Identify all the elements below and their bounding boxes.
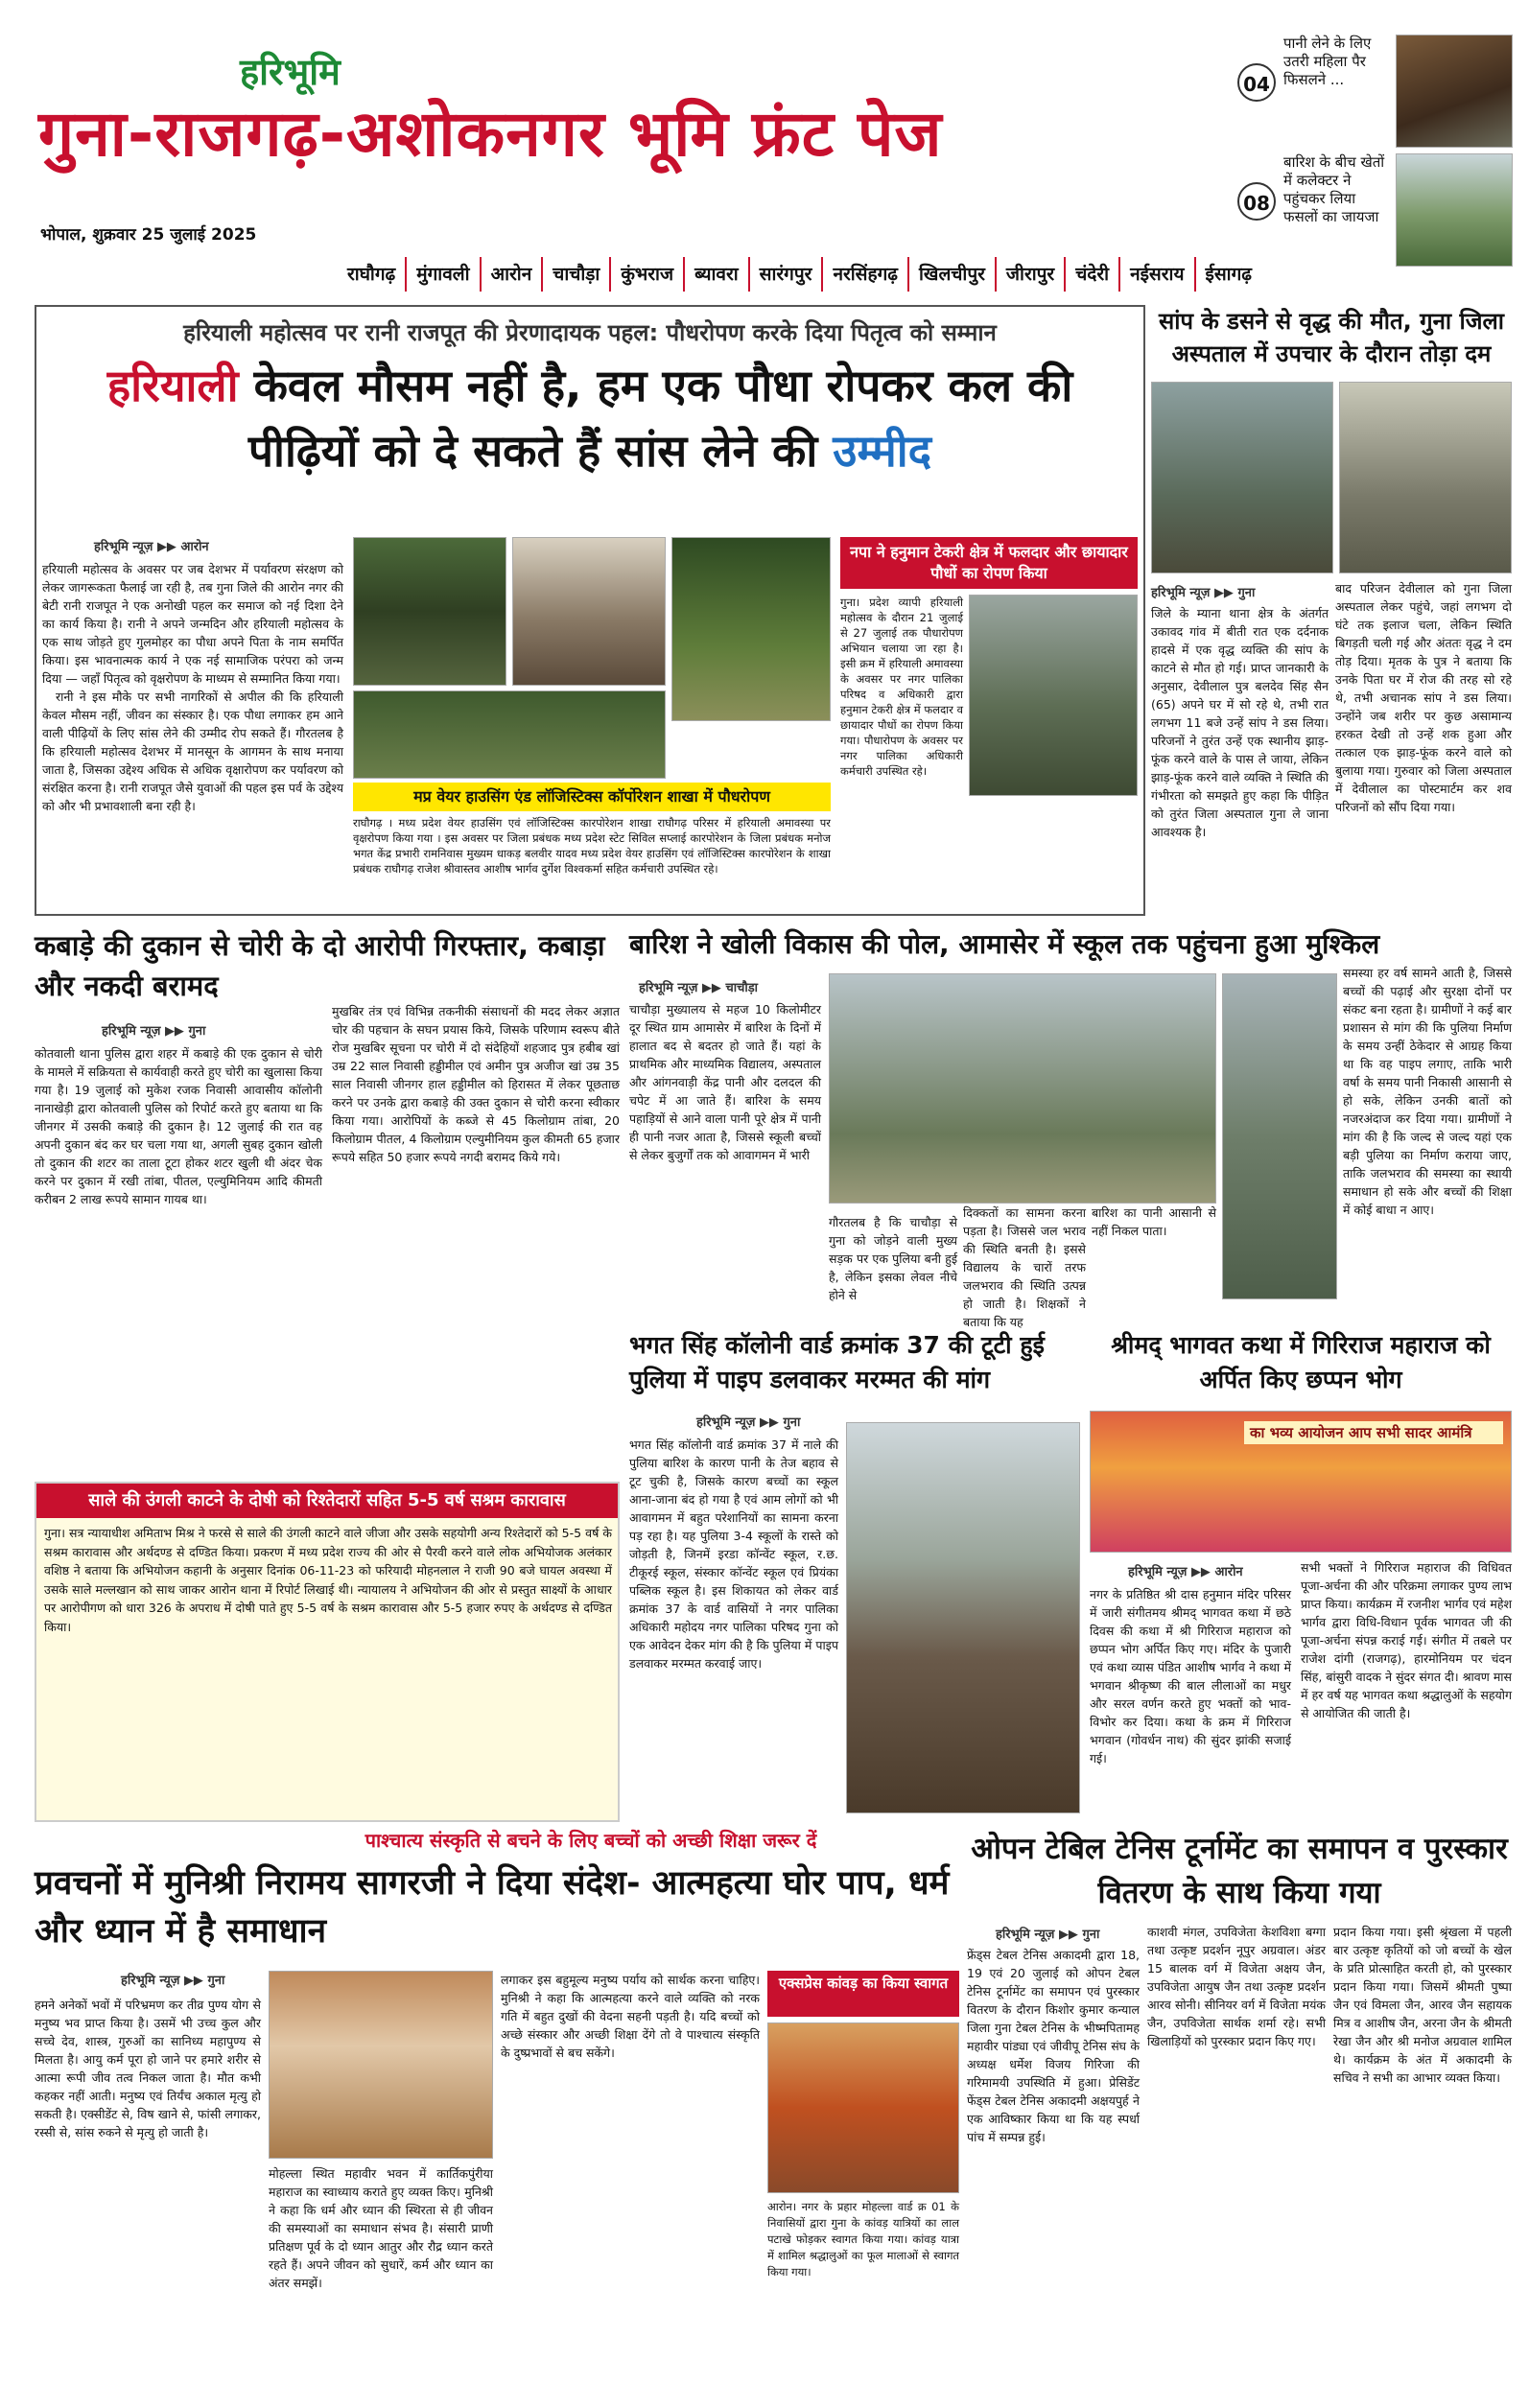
bhagwat-body-left: नगर के प्रतिष्ठित श्री दास हनुमान मंदिर परिसर में जारी संगीतमय श्रीमद् भागवत कथा में छठे दिवस की कथा में श्री गिरिराज महाराज को छप्पन भोग अर्पित किए गए। मंदिर के पुजारी एवं कथा व्यास पंडित आशीष भार्गव ने कथा में भगवान श्रीकृष्ण की बाल लीलाओं का मधुर और सरल वर्णन करते हुए भक्तों को भाव-विभोर कर दिया। कथा के क्रम में गिरिराज भगवान (गोवर्धन नाथ) की सुंदर झांकी सजाई गई। [1090, 1587, 1291, 1765]
snake-photo-1 [1151, 382, 1333, 573]
plantation-photo-1 [353, 537, 506, 686]
bhagwat-body-right: सभी भक्तों ने गिरिराज महाराज की विधिवत पूजा-अर्चना की और परिक्रमा लगाकर पुण्य लाभ प्राप्त किया। कार्यक्रम में रजनीश भार्गव एवं महेश भार्गव द्वारा विधि-विधान पूर्वक भागवत जी की पूजा-अर्चना संपन्न कराई गई। संगीत में तबले पर राजेश दांगी (राजगढ़), हारमोनियम पर चंदन सिंह, बांसुरी वादक ने सुंदर संगत दी। श्रावण मास में हर वर्ष यह भागवत कथा श्रद्धालुओं के सहयोग से आयोजित की जाती है। [1301, 1560, 1512, 1720]
byline: हरिभूमि न्यूज़ ▶▶ गुना [996, 1928, 1100, 1942]
rain-story [629, 925, 1512, 1376]
side-headline: नपा ने हनुमान टेकरी क्षेत्र में फलदार और छायादार पौधों का रोपण किया [840, 537, 1138, 589]
lead-story [35, 305, 1145, 916]
culvert-story [629, 1328, 1080, 1822]
snake-body-left: जिले के म्याना थाना क्षेत्र के अंतर्गत उकावद गांव में बीती रात एक दर्दनाक हादसे में एक वृद्ध व्यक्ति की सांप के काटने से मौत हो गई। प्राप्त जानकारी के अनुसार, देवीलाल पुत्र बलदेव सिंह सैन (65) अपने घर में सो रहे थे, तभी रात लगभग 11 बजे उन्हें सांप ने डस लिया। परिजनों ने तुरंत उन्हें एक स्थानीय झाड़-फूंक करने वाले के पास ले जाया, लेकिन झाड़-फूंक करने वाले व्यक्ति ने स्थिति की गंभीरता को समझते हुए कहा कि पीड़ित को तुरंत जिला अस्पताल गुना ले जाना आवश्यक है। [1151, 606, 1329, 839]
sermon-body-1: हमने अनेकों भवों में परिभ्रमण कर तीव्र पुण्य योग से मनुष्य भव प्राप्त किया है। उसमें भी उच्च कुल और सच्चे देव, शास्त्र, गुरुओं का सानिध्य महापुण्य से मिलता है। आयु कर्म पूरा हो जाने पर हमारे शरीर से आत्मा रूपी जीव तत्व निकल जाता है। मौत कभी कहकर नहीं आती। मनुष्य एवं तिर्यंच अकाल मृत्यु हो सकती है। एक्सीडेंट से, विष खाने से, फांसी लगाकर, रस्सी से, सांस रुकने से मृत्यु हो जाती है। [35, 1998, 261, 2139]
city-item[interactable]: नरसिंहगढ़ [823, 257, 909, 292]
tt-story [967, 1827, 1512, 2393]
kanwad-photo [767, 2022, 959, 2193]
rain-headline: बारिश ने खोली विकास की पोल, आमासेर में स्कूल तक पहुंचना हुआ मुश्किल [629, 928, 1380, 960]
brand-name: हरिभूमि [240, 50, 341, 93]
scrap-body-left: कोतवाली थाना पुलिस द्वारा शहर में कबाड़े की एक दुकान से चोरी के मामले में सक्रियता से कार्यवाही करते हुए चोरी का खुलासा किया गया है। 19 जुलाई को मुकेश रजक निवासी आवासीय कॉलोनी नानाखेड़ी द्वारा कोतवाली पुलिस को रिपोर्ट करते हुए बताया था कि जीनगर में उसकी कबाड़े की दुकान है। 12 जुलाई की रात वह अपनी दुकान बंद कर घर चला गया था, अगली सुबह दुकान खोली तो दुकान की शटर का ताला टूटा होकर शटर खुली थी अंदर चेक करने पर दुकान में रखी तांबा, पीतल, एल्युमिनियम आदि कीमती करीबन 2 लाख रूपये सामान गायब था। [35, 1046, 322, 1206]
culvert-body: भगत सिंह कॉलोनी वार्ड क्रमांक 37 में नाले की पुलिया बारिश के कारण पानी के तेज बहाव से टूट चुकी है, जिसके कारण बच्चों का स्कूल आना-जाना बंद हो गया है एवं आम लोगों को भी आवागमन में बहुत परेशानियों का सामना करना पड़ रहा है। यह पुलिया 3-4 स्कूलों के रास्ते को जोड़ती है, जिनमें इरडा कॉन्वेंट स्कूल, र.छ. टीकूरई स्कूल, संस्कार कॉन्वेंट स्कूल एवं प्रियंका पब्लिक स्कूल है। इस शिकायत को लेकर वार्ड क्रमांक 37 के वार्ड वासियों ने नगर पालिका अधिकारी महोदय नगर पालिका परिषद गुना को एक आवेदन देकर मांग की है कि पुलिया में पाइप डलवाकर मरम्मत करवाई जाए। [629, 1438, 838, 1671]
rain-body-2: गौरतलब है कि चाचौड़ा से गुना को जोड़ने वाली मुख्य सड़क पर एक पुलिया बनी हुई है, लेकिन इसका लेवल नीचे होने से [829, 1215, 957, 1302]
muni-photo [269, 1971, 493, 2159]
byline: हरिभूमि न्यूज़ ▶▶ चाचौड़ा [639, 981, 759, 995]
byline: हरिभूमि न्यूज़ ▶▶ गुना [121, 1974, 225, 1988]
byline: हरिभूमि न्यूज़ ▶▶ गुना [1151, 586, 1256, 600]
dateline: भोपाल, शुक्रवार 25 जुलाई 2025 [40, 225, 257, 245]
snake-headline: सांप के डसने से वृद्ध की मौत, गुना जिला अस्पताल में उपचार के दौरान तोड़ा दम [1158, 308, 1505, 367]
tt-body-1: फ्रेंड्स टेबल टेनिस अकादमी द्वारा 18, 19 एवं 20 जुलाई को ओपन टेबल टेनिस टूर्नामेंट का समापन एवं पुरस्कार वितरण के दौरान किशोर कुमार कन्याल जिला गुना टेबल टेनिस के भीष्मपितामह महावीर पांड्या एवं जीवीपू टेनिस संघ के अध्यक्ष धर्मेश विजय गिरिजा की गरिमामयी उपस्थिति में हुआ। प्रेसिडेंट फेंड्स टेबल टेनिस अकादमी अक्षयपुर्ह ने एक आविष्कार किया था कि यह स्पर्धा पांच में सम्पन्न हुई। [967, 1948, 1140, 2144]
snake-story [1151, 305, 1512, 916]
city-item[interactable]: कुंभराज [611, 257, 685, 292]
sermon-kicker: पाश्चात्य संस्कृति से बचने के लिए बच्चों को अच्छी शिक्षा जरूर दें [365, 1829, 817, 1852]
culvert-photo [846, 1422, 1080, 1813]
court-body: गुना। सत्र न्यायाधीश अमिताभ मिश्र ने फरसे से साले की उंगली काटने वाले जीजा और उसके सहयोगी अन्य रिश्तेदारों को 5-5 वर्ष के सश्रम कारावास और अर्थदण्ड से दण्डित किया। प्रकरण में मध्य प्रदेश राज्य की ओर से पैरवी करने वाले लोक अभियोजक अलंकार वशिष्ठ ने बताया कि अभियोजन कहानी के अनुसार दिनांक 06-11-23 को फरियादी मोहनलाल ने राजी 90 बजे घायल अवस्था में उसके साले मल्लखान को साथ जाकर आरोन थाना में रिपोर्ट लिखाई थी। न्यायालय ने अभियोजन की ओर से प्रस्तुत साक्ष्यों के आधार पर आरोपीगण को धारा 326 के अपराध में दोषी पाते हुए 5-5 वर्ष के सश्रम कारावास और 5-5 हजार रुपए के अर्थदण्ड से दण्डित किया। [44, 1526, 612, 1634]
rain-body-3: दिक्कतों का सामना करना पड़ता है। जिससे जल भराव की स्थिति बनती है। इससे विद्यालय के चारों तरफ जलभराव की स्थिति उत्पन्न हो जाती है। शिक्षकों ने बताया कि यह [963, 1205, 1086, 1329]
snake-photo-2 [1339, 382, 1512, 573]
warehouse-text: राघौगढ़ । मध्य प्रदेश वेयर हाउसिंग एवं लॉजिस्टिक्स कारपोरेशन शाखा राघौगढ़ परिसर में हरियाली अमावस्या पर वृक्षरोपण किया गया । इस अवसर पर जिला प्रबंधक मध्य प्रदेश स्टेट सिविल सप्लाई कारपोरेशन के जिला प्रबंधक मनोज भगत केंद्र प्रभारी रामनिवास मुख्यम धाकड़ बलवीर यादव मध्य प्रदेश वेयर हाउसिंग एवं लॉजिस्टिक्स कारपोरेशन के शाखा प्रबंधक राघौगढ़ राजेश श्रीवास्तव आशीष भार्गव दुर्गेश विश्वकर्मा सहित कर्मचारी उपस्थित रहे। [353, 816, 831, 876]
sermon-body-2: मोहल्ला स्थित महावीर भवन में कार्तिकपुंरीया महाराज का स्वाध्याय कराते हुए व्यक्त किए। मुनिश्री ने कहा कि धर्म और ध्यान की स्थिरता से ही जीवन की समस्याओं का समाधान संभव है। संसारी प्राणी प्रतिक्षण पूर्व के दो ध्यान आतुर और रौद्र ध्यान करते रहते हैं। अपने जीवन को सुधारें, कर्म और ध्यान का अंतर समझें। [269, 2166, 493, 2290]
rain-body-5: समस्या हर वर्ष सामने आती है, जिससे बच्चों की पढ़ाई और सुरक्षा दोनों पर संकट बना रहता है। ग्रामीणों ने कई बार प्रशासन से मांग की कि पुलिया निर्माण के समय उन्हीं ठेकेदार से आग्रह किया था कि वह पाइप लगाए, ताकि भारी वर्षा के समय पानी निकासी आसानी से हो सके, लेकिन उनकी बातों को नजरअंदाज कर दिया गया। ग्रामीणों ने मांग की है कि जल्द से जल्द यहां एक बड़ी पुलिया का निर्माण कराया जाए, ताकि जलभराव की समस्या का स्थायी समाधान हो सके और बच्चों की शिक्षा में कोई बाधा न आए। [1343, 966, 1512, 1217]
bhagwat-story [1090, 1328, 1512, 1822]
lead-kicker: हरियाली महोत्सव पर रानी राजपूत की प्रेरणादायक पहल: पौधरोपण करके दिया पितृत्व को सम्मान [183, 319, 997, 346]
rain-body-1: चाचौड़ा मुख्यालय से महज 10 किलोमीटर दूर स्थित ग्राम आमासेर में बारिश के दिनों में हालात बद से बदतर हो जाते हैं। यहां के प्राथमिक और माध्यमिक विद्यालय, अस्पताल और आंगनवाड़ी केंद्र पानी और दलदल की चपेट में आ जाते हैं। बारिश के समय पहाड़ियों से आने वाला पानी पूरे क्षेत्र में पानी ही पानी नजर आता है, जिससे स्कूली बच्चों से लेकर बुजुर्गों तक को आवागमन में भारी [629, 1002, 821, 1162]
headline-highlight-red: हरियाली [106, 360, 239, 411]
city-item[interactable]: मुंगावली [407, 257, 481, 292]
teaser-1[interactable] [1237, 35, 1516, 150]
tt-body-2: काशवी मंगल, उपविजेता केशविशा बग्गा तथा उत्कृष्ट प्रदर्शन नूपुर अग्रवाल। अंडर 15 बालक वर्ग में विजेता अक्षय जैन, उपविजेता आयुष जैन तथा उत्कृष्ट प्रदर्शन आरव सोनी। सीनियर वर्ग में विजेता मयंक जैन, उपविजेता सार्थक शर्मा रहे। सभी खिलाड़ियों को पुरस्कार प्रदान किए गए। [1147, 1925, 1326, 2048]
city-item[interactable]: चाचौड़ा [543, 257, 611, 292]
city-item[interactable]: चंदेरी [1066, 257, 1120, 292]
byline: हरिभूमि न्यूज़ ▶▶ गुना [696, 1415, 801, 1430]
side-photo [969, 595, 1138, 796]
teaser-text: बारिश के बीच खेतों में कलेक्टर ने पहुंचकर लिया फसलों का जायजा [1283, 153, 1385, 225]
city-item[interactable]: जीरापुर [997, 257, 1066, 292]
kanwad-box [767, 1971, 959, 2385]
byline: हरिभूमि न्यूज़ ▶▶ आरोन [1128, 1565, 1243, 1579]
plantation-photo-2 [512, 537, 666, 686]
flood-photo-2 [1222, 973, 1337, 1299]
plantation-photo-3 [353, 690, 666, 779]
kanwad-text: आरोन। नगर के प्रहार मोहल्ला वार्ड क्र 01 के निवासियों द्वारा गुना के कांवड़ यात्रियों का लाल पटाखे फोड़कर स्वागत किया गया। कांवड़ यात्रा में शामिल श्रद्धालुओं का फूल मालाओं से स्वागत किया गया। [767, 2200, 959, 2279]
city-item[interactable]: नईसराय [1120, 257, 1195, 292]
teaser-number: 08 [1237, 182, 1276, 221]
lead-body: हरियाली महोत्सव के अवसर पर जब देशभर में पर्यावरण संरक्षण को लेकर जागरूकता फैलाई जा रही है, तब गुना जिले की आरोन नगर की बेटी रानी राजपूत ने एक अनोखी पहल कर समाज को नई दिशा देने का कार्य किया है। रानी ने अपने जन्मदिन और हरियाली महोत्सव के एक साथ जोड़ते हुए गुलमोहर का पौधा अपने पिता के नाम समर्पित किया। इस भावनात्मक कार्य ने एक नई सामाजिक परंपरा को जन्म दिया — जहाँ पितृत्व को वृक्षरोपण के माध्यम से सम्मानित किया गया। रानी ने इस मौके पर सभी नागरिकों से अपील की कि हरियाली केवल मौसम नहीं, जीवन का संस्कार है। एक पौधा लगाकर हम आने वाली पीढ़ियों के लिए सांस लेने की उम्मीद रोप सकते हैं। गौरतलब है कि हरियाली महोत्सव देशभर में मानसून के आगमन के साथ मनाया जाता है, जिसका उद्देश्य अधिक से अधिक वृक्षारोपण कर पर्यावरण को संरक्षित करना है। रानी राजपूत जैसे युवाओं की पहल इस पर्व के उद्देश्य को और भी प्रभावशाली बना रही है। [42, 562, 343, 813]
snake-body-right: बाद परिजन देवीलाल को गुना जिला अस्पताल लेकर पहुंचे, जहां लगभग दो घंटे तक इलाज चला, लेकिन स्थिति बिगड़ती चली गई और अंततः वृद्ध ने दम तोड़ दिया। मृतक के पुत्र ने बताया कि उनके पिता घर में रोज की तरह सो रहे थे, तभी अचानक सांप ने डस लिया। उन्होंने जब शरीर पर कुछ असामान्य हरकत देखी तो उन्हें शक हुआ और तत्काल एक झाड़-फूंक करने वाले को बुलाया गया। गुरुवार को जिला अस्पताल में देवीलाल का पोस्टमार्टम कर शव परिजनों को सौंप दिया गया। [1335, 581, 1512, 814]
kanwad-headline: एक्सप्रेस कांवड़ का किया स्वागत [767, 1971, 959, 2017]
court-headline: साले की उंगली काटने के दोषी को रिश्तेदारों सहित 5-5 वर्ष सश्रम कारावास [36, 1484, 618, 1518]
teaser-2[interactable] [1237, 153, 1516, 269]
headline-highlight-blue: उम्मीद [833, 425, 932, 477]
byline: हरिभूमि न्यूज़ ▶▶ गुना [102, 1024, 206, 1039]
rain-body-4: बारिश का पानी आसानी से नहीं निकल पाता। [1092, 1205, 1216, 1238]
bhagwat-photo [1090, 1411, 1512, 1553]
city-item[interactable]: राघौगढ़ [338, 257, 407, 292]
scrap-headline: कबाड़े की दुकान से चोरी के दो आरोपी गिरफ्तार, कबाड़ा और नकदी बरामद [35, 929, 605, 1002]
teaser-text: पानी लेने के लिए उतरी महिला पैर फिसलने ... [1283, 35, 1372, 88]
city-item[interactable]: ईसागढ़ [1205, 264, 1252, 285]
city-item[interactable]: खिलचीपुर [909, 257, 997, 292]
byline: हरिभूमि न्यूज़ ▶▶ आरोन [94, 540, 209, 554]
bhagwat-headline: श्रीमद् भागवत कथा में गिरिराज महाराज को अर्पित किए छप्पन भोग [1111, 1331, 1491, 1393]
tt-headline: ओपन टेबिल टेनिस टूर्नामेंट का समापन व पुरस्कार वितरण के साथ किया गया [971, 1832, 1508, 1910]
scrap-body-right: मुखबिर तंत्र एवं विभिन्न तकनीकी संसाधनों की मदद लेकर अज्ञात चोर की पहचान के सघन प्रयास किये, जिसके परिणाम स्वरूप बीते रोज मुखबिर सूचना पर चोरी में दो संदेहियों शहजाद पुत्र हबीब खां उम्र 22 साल निवासी हड्डीमील एवं अमीन पुत्र अजीज खां उम्र 35 साल निवासी जीनगर हाल हड्डीमील को हिरासत में लेकर पूछताछ करने पर उनके द्वारा कबाड़े की उक्त दुकान से चोरी करना स्वीकार किया गया। आरोपियों के कब्जे से 45 किलोग्राम तांबा, 20 किलोग्राम पीतल, 4 किलोग्राम एल्युमीनियम कुल कीमती 65 हजार रूपये सहित 50 हजार रूपये नगदी बरामद किये गये। [332, 1004, 620, 1164]
tt-body-3: प्रदान किया गया। इसी श्रृंखला में पहली बार उत्कृष्ट कृतियों को जो बच्चों के खेल के प्रति प्रोत्साहित करती हो, को पुरस्कार प्रदान किया गया। जिसमें श्रीमती पुष्पा जैन एवं विमला जैन, आरव जैन सहायक मित्र व आशीष जैन, अरना जैन के श्रीमती रेखा जैन और श्री मनोज अग्रवाल शामिल थे। कार्यक्रम के अंत में अकादमी के सचिव ने सभी का आभार व्यक्त किया। [1333, 1925, 1512, 2085]
lead-headline [48, 353, 1132, 483]
city-item[interactable]: आरोन [482, 257, 544, 292]
city-item[interactable]: सारंगपुर [750, 257, 824, 292]
side-text: गुना। प्रदेश व्यापी हरियाली महोत्सव के दौरान 21 जुलाई से 27 जुलाई तक पौधारोपण अभियान चलाया जा रहा है। इसी क्रम में हरियाली अमावस्या के अवसर पर नगर पालिका परिषद व अधिकारी द्वारा हनुमान टेकरी क्षेत्र में फलदार व छायादार पौधों का रोपण किया गया। पौधारोपण के अवसर पर नगर पालिका अधिकारी कर्मचारी उपस्थित रहे। [840, 596, 963, 778]
flood-photo [829, 973, 1216, 1204]
scrap-story [35, 925, 620, 1482]
warehouse-photo [671, 537, 831, 721]
sermon-body-3: लगाकर इस बहुमूल्य मनुष्य पर्याय को सार्थक करना चाहिए। मुनिश्री ने कहा कि आत्महत्या करने वाले व्यक्ति को नरक गति में बहुत दुखों की वेदना सहनी पड़ती है। यदि बच्चों को अच्छे संस्कार और अच्छी शिक्षा देंगे तो वे पाश्चात्य संस्कृति के दुष्प्रभावों से बच सकेंगे। [501, 1973, 760, 2060]
sermon-headline: प्रवचनों में मुनिश्री निरामय सागरजी ने दिया संदेश- आत्महत्या घोर पाप, धर्म और ध्यान में है समाधान [35, 1864, 950, 1951]
warehouse-caption: मप्र वेयर हाउसिंग एंड लॉजिस्टिक्स कॉर्पोरेशन शाखा में पौधरोपण [353, 783, 831, 811]
page-title: गुना-राजगढ़-अशोकनगर भूमि फ्रंट पेज [38, 97, 943, 171]
banner-text: का भव्य आयोजन आप सभी सादर आमंत्रि [1244, 1421, 1503, 1444]
headline-text: केवल मौसम नहीं है, हम एक पौधा रोपकर कल की पीढ़ियों को दे सकते हैं सांस लेने की [247, 360, 1073, 477]
culvert-headline: भगत सिंह कॉलोनी वार्ड क्रमांक 37 की टूटी हुई पुलिया में पाइप डलवाकर मरम्मत की मांग [629, 1331, 1045, 1393]
teaser-photo [1396, 153, 1513, 267]
sermon-story [35, 1827, 959, 2393]
teaser-photo [1396, 35, 1513, 148]
teaser-number: 04 [1237, 63, 1276, 102]
court-story [35, 1482, 620, 1822]
city-item[interactable]: ब्यावरा [685, 257, 750, 292]
